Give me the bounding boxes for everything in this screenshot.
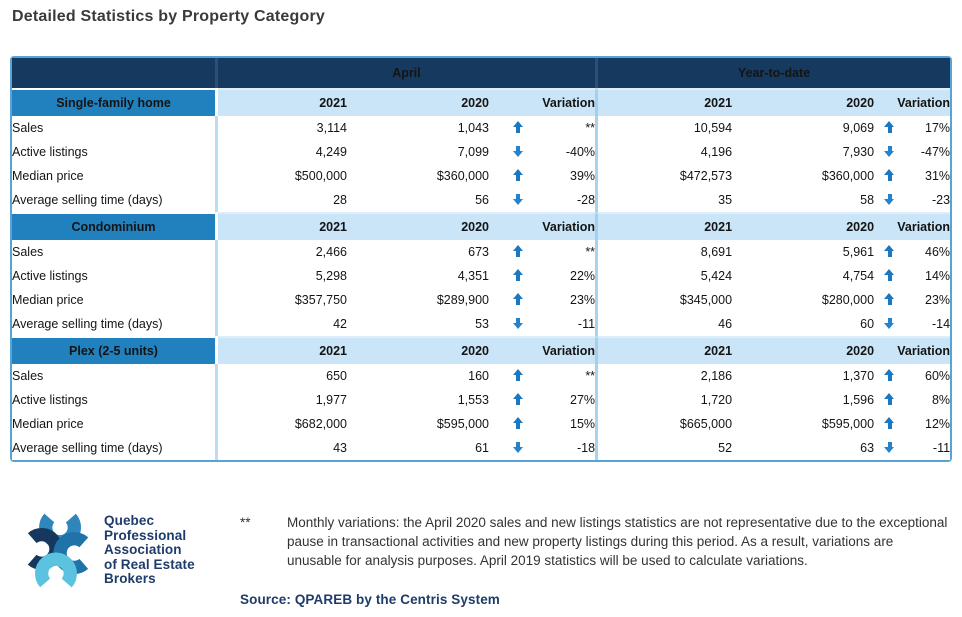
value-ytd-2021: $345,000 bbox=[598, 288, 732, 312]
table-row bbox=[12, 436, 950, 460]
variation-april: ** bbox=[547, 364, 595, 388]
year-header: 2020 bbox=[347, 88, 489, 116]
value-april-2020: $360,000 bbox=[347, 164, 489, 188]
value-april-2021: 28 bbox=[218, 188, 347, 212]
variation-arrow-icon bbox=[513, 293, 524, 305]
value-april-2020: 53 bbox=[347, 312, 489, 336]
variation-ytd: 12% bbox=[905, 412, 950, 436]
value-april-2020: $595,000 bbox=[347, 412, 489, 436]
variation-april: -40% bbox=[547, 140, 595, 164]
variation-arrow-icon bbox=[884, 293, 895, 305]
corner-cell bbox=[12, 58, 215, 88]
year-header: 2020 bbox=[347, 336, 489, 364]
variation-header: Variation bbox=[489, 336, 595, 364]
value-ytd-2020: $595,000 bbox=[732, 412, 874, 436]
table-row bbox=[12, 364, 950, 388]
org-name: Quebec Professional Association of Real Estate Brokers bbox=[104, 513, 195, 586]
variation-arrow-icon bbox=[884, 245, 895, 257]
section-header-condominium: Condominium bbox=[12, 212, 215, 240]
value-april-2020: 4,351 bbox=[347, 264, 489, 288]
row-label: Sales bbox=[12, 116, 215, 140]
variation-april: ** bbox=[547, 240, 595, 264]
value-april-2021: $682,000 bbox=[218, 412, 347, 436]
variation-arrow-icon bbox=[884, 393, 895, 405]
variation-arrow-icon bbox=[884, 441, 895, 453]
footnote bbox=[240, 513, 952, 570]
value-april-2021: $500,000 bbox=[218, 164, 347, 188]
value-ytd-2021: 5,424 bbox=[598, 264, 732, 288]
value-ytd-2020: 1,370 bbox=[732, 364, 874, 388]
variation-arrow-icon bbox=[513, 121, 524, 133]
variation-ytd: -23 bbox=[905, 188, 950, 212]
variation-header: Variation bbox=[874, 212, 950, 240]
table-row bbox=[12, 288, 950, 312]
value-ytd-2020: $360,000 bbox=[732, 164, 874, 188]
row-label: Median price bbox=[12, 164, 215, 188]
variation-ytd: 8% bbox=[905, 388, 950, 412]
variation-april: -11 bbox=[547, 312, 595, 336]
value-ytd-2021: 1,720 bbox=[598, 388, 732, 412]
variation-header: Variation bbox=[874, 336, 950, 364]
row-label: Average selling time (days) bbox=[12, 312, 215, 336]
table-row bbox=[12, 264, 950, 288]
value-ytd-2021: 2,186 bbox=[598, 364, 732, 388]
variation-ytd: 31% bbox=[905, 164, 950, 188]
value-april-2020: 673 bbox=[347, 240, 489, 264]
row-label: Average selling time (days) bbox=[12, 436, 215, 460]
row-label: Active listings bbox=[12, 140, 215, 164]
value-ytd-2020: 4,754 bbox=[732, 264, 874, 288]
year-header: 2020 bbox=[732, 88, 874, 116]
year-header: 2021 bbox=[598, 88, 732, 116]
table-row bbox=[12, 412, 950, 436]
statistics-table bbox=[10, 56, 952, 462]
value-ytd-2021: 8,691 bbox=[598, 240, 732, 264]
value-ytd-2020: 9,069 bbox=[732, 116, 874, 140]
variation-arrow-icon bbox=[513, 369, 524, 381]
variation-arrow-icon bbox=[884, 121, 895, 133]
variation-arrow-icon bbox=[884, 145, 895, 157]
table-row bbox=[12, 140, 950, 164]
year-header: 2021 bbox=[598, 212, 732, 240]
statistics-table-wrap bbox=[10, 56, 952, 462]
value-april-2021: 1,977 bbox=[218, 388, 347, 412]
value-april-2021: 43 bbox=[218, 436, 347, 460]
page-title: Detailed Statistics by Property Category bbox=[12, 8, 325, 25]
variation-arrow-icon bbox=[513, 145, 524, 157]
variation-ytd: -14 bbox=[905, 312, 950, 336]
variation-arrow-icon bbox=[884, 269, 895, 281]
variation-header: Variation bbox=[489, 88, 595, 116]
source-line: Source: QPAREB by the Centris System bbox=[240, 592, 500, 607]
variation-april: 27% bbox=[547, 388, 595, 412]
variation-ytd: -11 bbox=[905, 436, 950, 460]
variation-arrow-icon bbox=[513, 317, 524, 329]
value-april-2020: 1,553 bbox=[347, 388, 489, 412]
variation-arrow-icon bbox=[884, 169, 895, 181]
value-ytd-2020: 60 bbox=[732, 312, 874, 336]
variation-arrow-icon bbox=[513, 441, 524, 453]
table-row bbox=[12, 164, 950, 188]
variation-april: 23% bbox=[547, 288, 595, 312]
value-april-2021: 3,114 bbox=[218, 116, 347, 140]
table-row bbox=[12, 312, 950, 336]
variation-arrow-icon bbox=[884, 193, 895, 205]
variation-april: -28 bbox=[547, 188, 595, 212]
variation-arrow-icon bbox=[513, 245, 524, 257]
period-header-ytd: Year-to-date bbox=[598, 58, 950, 88]
row-label: Median price bbox=[12, 288, 215, 312]
table-row bbox=[12, 240, 950, 264]
value-april-2020: 160 bbox=[347, 364, 489, 388]
variation-ytd: -47% bbox=[905, 140, 950, 164]
footnote-marker: ** bbox=[240, 515, 251, 530]
variation-header: Variation bbox=[874, 88, 950, 116]
variation-arrow-icon bbox=[513, 269, 524, 281]
value-ytd-2020: 58 bbox=[732, 188, 874, 212]
period-header-row bbox=[12, 58, 950, 88]
value-april-2020: 56 bbox=[347, 188, 489, 212]
value-ytd-2021: $665,000 bbox=[598, 412, 732, 436]
value-ytd-2021: 10,594 bbox=[598, 116, 732, 140]
table-row bbox=[12, 388, 950, 412]
value-april-2020: 1,043 bbox=[347, 116, 489, 140]
value-april-2020: 61 bbox=[347, 436, 489, 460]
value-ytd-2020: 7,930 bbox=[732, 140, 874, 164]
variation-ytd: 60% bbox=[905, 364, 950, 388]
qpareb-logo-icon bbox=[20, 506, 96, 596]
period-header-april: April bbox=[218, 58, 595, 88]
row-label: Sales bbox=[12, 364, 215, 388]
row-label: Sales bbox=[12, 240, 215, 264]
variation-arrow-icon bbox=[884, 369, 895, 381]
table-row bbox=[12, 116, 950, 140]
section-header-single-family: Single-family home bbox=[12, 88, 215, 116]
year-header: 2021 bbox=[218, 336, 347, 364]
value-april-2021: 4,249 bbox=[218, 140, 347, 164]
value-april-2020: $289,900 bbox=[347, 288, 489, 312]
value-april-2020: 7,099 bbox=[347, 140, 489, 164]
variation-arrow-icon bbox=[513, 169, 524, 181]
value-april-2021: 5,298 bbox=[218, 264, 347, 288]
variation-april: 39% bbox=[547, 164, 595, 188]
value-ytd-2021: 46 bbox=[598, 312, 732, 336]
value-ytd-2021: 4,196 bbox=[598, 140, 732, 164]
value-april-2021: $357,750 bbox=[218, 288, 347, 312]
value-april-2021: 42 bbox=[218, 312, 347, 336]
table-row bbox=[12, 188, 950, 212]
variation-ytd: 46% bbox=[905, 240, 950, 264]
variation-april: 15% bbox=[547, 412, 595, 436]
year-header: 2020 bbox=[732, 212, 874, 240]
variation-april: ** bbox=[547, 116, 595, 140]
variation-header: Variation bbox=[489, 212, 595, 240]
row-label: Average selling time (days) bbox=[12, 188, 215, 212]
value-ytd-2020: 1,596 bbox=[732, 388, 874, 412]
variation-april: -18 bbox=[547, 436, 595, 460]
variation-arrow-icon bbox=[513, 417, 524, 429]
section-header-row bbox=[12, 336, 950, 364]
value-ytd-2020: $280,000 bbox=[732, 288, 874, 312]
year-header: 2020 bbox=[347, 212, 489, 240]
value-ytd-2021: 35 bbox=[598, 188, 732, 212]
footnote-text: Monthly variations: the April 2020 sales and new listings statistics are not representative due to the exceptional pause in transactional activities and new property listings during this period. As a result, variations are unusable for analysis purposes. April 2019 statistics will be used to calculate variations. bbox=[287, 515, 948, 568]
row-label: Median price bbox=[12, 412, 215, 436]
year-header: 2020 bbox=[732, 336, 874, 364]
variation-arrow-icon bbox=[884, 417, 895, 429]
value-ytd-2020: 63 bbox=[732, 436, 874, 460]
value-ytd-2020: 5,961 bbox=[732, 240, 874, 264]
row-label: Active listings bbox=[12, 264, 215, 288]
year-header: 2021 bbox=[218, 88, 347, 116]
variation-ytd: 17% bbox=[905, 116, 950, 140]
value-ytd-2021: $472,573 bbox=[598, 164, 732, 188]
variation-arrow-icon bbox=[884, 317, 895, 329]
value-april-2021: 2,466 bbox=[218, 240, 347, 264]
value-april-2021: 650 bbox=[218, 364, 347, 388]
row-label: Active listings bbox=[12, 388, 215, 412]
year-header: 2021 bbox=[598, 336, 732, 364]
section-header-row bbox=[12, 212, 950, 240]
value-ytd-2021: 52 bbox=[598, 436, 732, 460]
variation-arrow-icon bbox=[513, 193, 524, 205]
section-header-plex: Plex (2-5 units) bbox=[12, 336, 215, 364]
section-header-row bbox=[12, 88, 950, 116]
year-header: 2021 bbox=[218, 212, 347, 240]
variation-ytd: 14% bbox=[905, 264, 950, 288]
variation-april: 22% bbox=[547, 264, 595, 288]
variation-ytd: 23% bbox=[905, 288, 950, 312]
variation-arrow-icon bbox=[513, 393, 524, 405]
qpareb-logo bbox=[20, 506, 195, 596]
